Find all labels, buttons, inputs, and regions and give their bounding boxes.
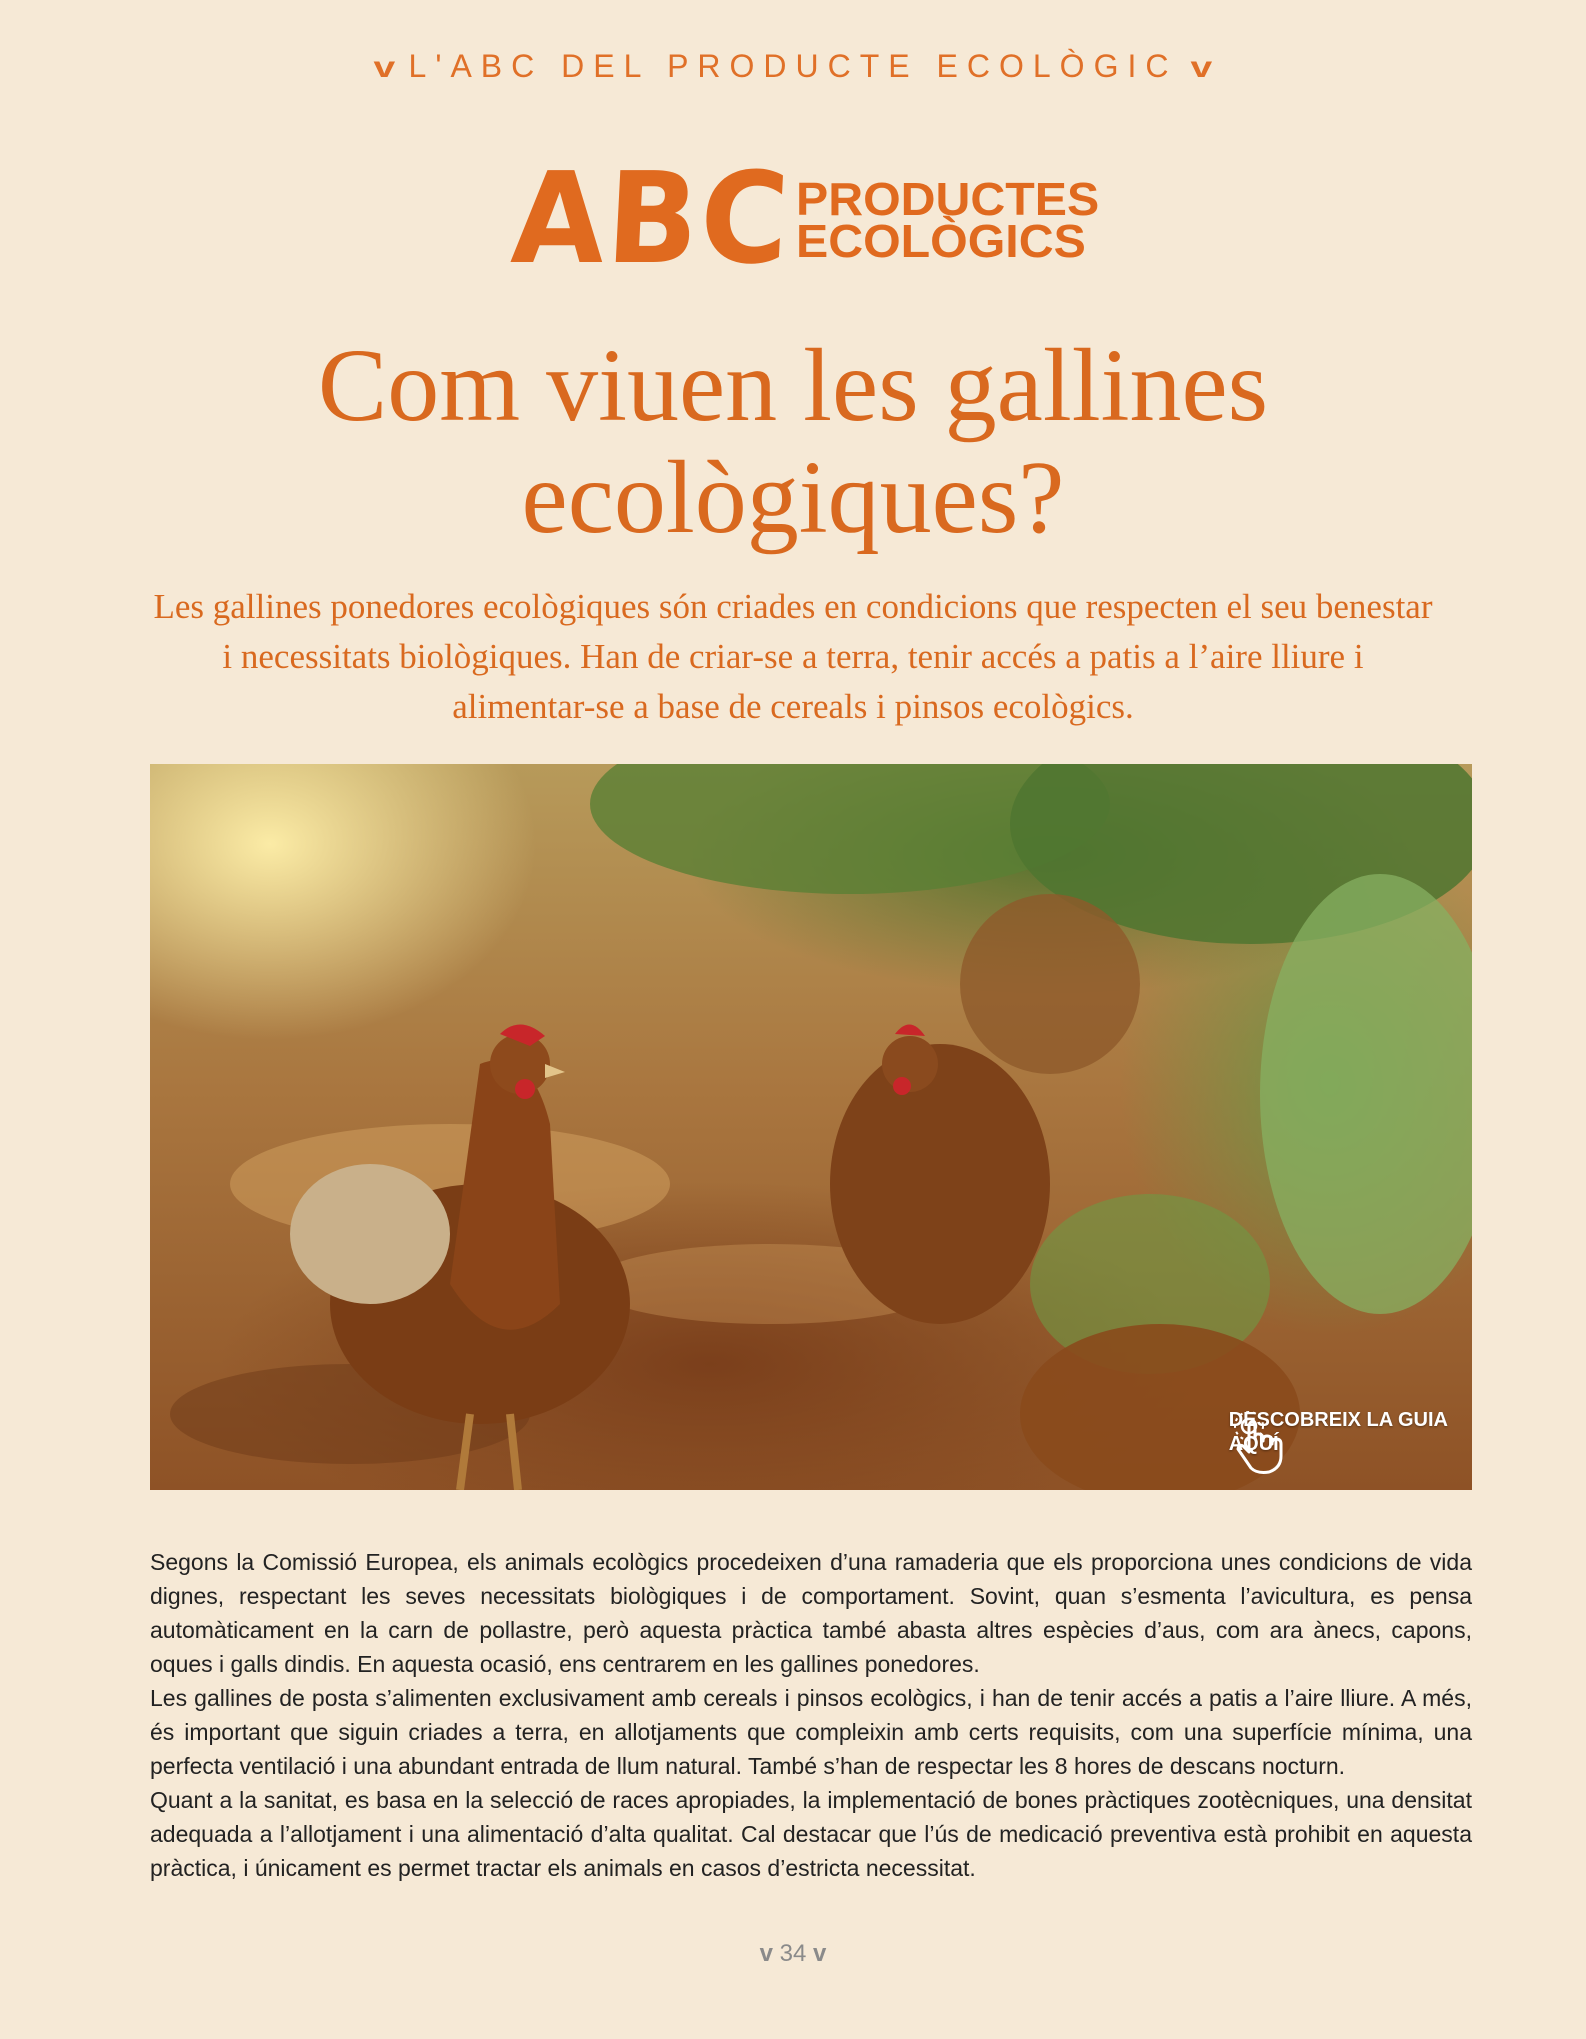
article-body: [150, 1545, 1472, 1885]
body-paragraph: Quant a la sanitat, es basa en la selecció de races apropiades, la implementació de bones pràctiques zootècniques, una densitat adequada a l’allotjament i una alimentació d’alta qualitat. Cal destacar que l’ús de medicació preventiva està prohibit en aquesta pràctica, i únicament es permet tractar els animals en casos d’estricta necessitat.: [150, 1787, 1472, 1881]
page-number: 34: [779, 1940, 807, 1967]
abc-logo: [508, 146, 1100, 293]
cta-line-2: AQUÍ: [1228, 1433, 1279, 1455]
article-lead: Les gallines ponedores ecològiques són criades en condicions que respecten el seu benestar i necessitats biològiques. Han de criar-se a terra, tenir accés a patis a l’aire lliure i alimentar-se a base de cereals i pinsos ecològics.: [153, 587, 1433, 726]
section-header: [0, 48, 1586, 85]
logo-line-1: PRODUCTES: [796, 173, 1100, 225]
body-paragraph: Segons la Comissió Europea, els animals ecològics procedeixen d’una ramaderia que els proporciona unes condicions de vida dignes, respectant les seves necessitats biològiques i de comportament. Sovint, quan s’esmenta l’avicultura, es pensa automàticament en la carn de pollastre, però aquesta pràctica també abasta altres espècies d’aus, com ara ànecs, capons, oques i galls dindis. En aquesta ocasió, ens centrarem en les gallines ponedores.: [150, 1549, 1472, 1677]
title-line-1: Com viuen les gallines: [317, 328, 1269, 443]
logo-line-2: ECOLÒGICS: [796, 215, 1087, 267]
discover-guide-link[interactable]: [1229, 1408, 1448, 1456]
page-footer: [0, 1940, 1586, 1968]
section-header-text: L'ABC DEL PRODUCTE ECOLÒGIC: [408, 48, 1178, 84]
v-chevron-icon: v: [813, 1940, 827, 1967]
hens-illustration: [150, 764, 1472, 1490]
title-line-2: ecològiques?: [521, 440, 1065, 555]
v-chevron-icon: v: [373, 51, 396, 84]
cta-line-1: DESCOBREIX LA GUIA: [1228, 1409, 1448, 1431]
logo-abc-letters: ABC: [508, 146, 795, 293]
v-chevron-icon: v: [759, 1940, 773, 1967]
hen-second: [830, 1024, 1050, 1324]
hand-tap-icon: [1229, 1408, 1291, 1478]
article-title: [60, 330, 1526, 554]
v-chevron-icon: v: [1190, 51, 1213, 84]
hens-photo: [150, 764, 1472, 1490]
logo-words: [796, 173, 1100, 267]
body-paragraph: Les gallines de posta s’alimenten exclusivament amb cereals i pinsos ecològics, i han de tenir accés a patis a l’aire lliure. A més, és important que siguin criades a terra, en allotjaments que compleixin amb certs requisits, com una superfície mínima, una perfecta ventilació i una abundant entrada de llum natural. També s’han de respectar les 8 hores de descans nocturn.: [150, 1685, 1472, 1779]
